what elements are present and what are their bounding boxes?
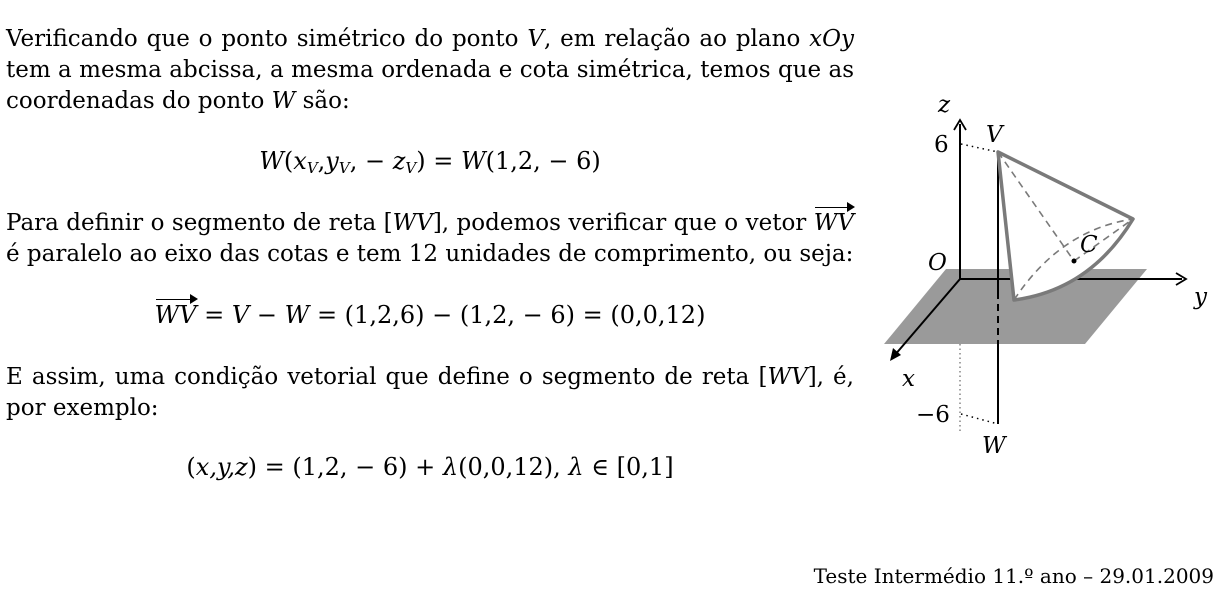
paragraph-point-w: Verificando que o ponto simétrico do ponto V, em relação ao plano xOy tem a mesma abcissa, a mesma ordenada e cota simétrica, temos que as coordenadas do ponto W são: xyxy=(6,26,854,114)
footer-source: Teste Intermédio 11.º ano – 29.01.2009 xyxy=(813,564,1214,588)
label-y: y xyxy=(1194,284,1207,310)
point-c xyxy=(1072,259,1077,264)
height-minus6-dotted xyxy=(961,414,998,424)
paragraph-vector-condition: E assim, uma condição vetorial que define o segmento de reta [WV], é, por exemplo: xyxy=(6,364,854,421)
label-v: V xyxy=(986,122,1003,148)
equation-w-coordinates: $W(x_V,y_V$, − $z_V) = W(1,2$, − 6) xyxy=(259,147,601,177)
cone-figure xyxy=(870,80,1220,470)
equation-vector-wv: WV = V − W = (1,2,6) − (1,2, − 6) = (0,0,12) xyxy=(154,301,706,329)
label-minus6: −6 xyxy=(916,402,950,428)
equation-segment-condition: (x,y,z) = (1,2, − 6) + λ(0,0,12), λ ∈ [0,1] xyxy=(186,453,674,481)
label-z: z xyxy=(938,92,951,118)
label-6: 6 xyxy=(934,132,949,158)
paragraph-vector-wv: Para definir o segmento de reta [WV], podemos verificar que o vetor WV é paralelo ao eixo das cotas e tem 12 unidades de comprimento, ou seja: xyxy=(6,210,854,267)
label-x: x xyxy=(902,366,915,392)
label-o: O xyxy=(928,250,947,276)
label-w: W xyxy=(982,433,1006,459)
vector-wv: WV xyxy=(814,208,854,239)
label-c: C xyxy=(1080,232,1098,258)
